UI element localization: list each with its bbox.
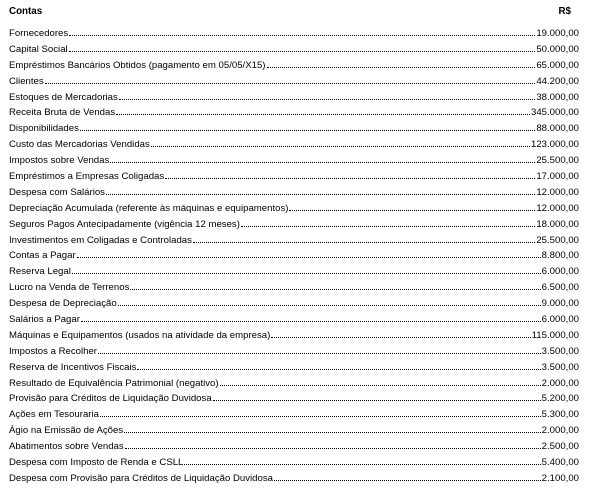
table-row	[9, 294, 579, 310]
account-value: 6.500,00	[541, 282, 579, 294]
account-name: Contas a Pagar	[9, 250, 76, 262]
table-row	[9, 453, 579, 469]
account-value: 5.400,00	[541, 457, 579, 469]
account-value: 25.500,00	[536, 234, 579, 246]
account-name: Reserva de Incentivos Fiscais	[9, 361, 137, 373]
table-row	[9, 374, 579, 390]
dot-leader	[271, 326, 530, 338]
table-row	[9, 24, 579, 40]
dot-leader	[165, 167, 535, 179]
account-name: Despesa com Imposto de Renda e CSLL	[9, 457, 184, 469]
table-row	[9, 119, 579, 135]
account-name: Despesa de Depreciação	[9, 298, 117, 310]
table-row	[9, 405, 579, 421]
account-value: 25.500,00	[536, 155, 579, 167]
account-name: Empréstimos a Empresas Coligadas	[9, 171, 165, 183]
account-name: Impostos sobre Vendas	[9, 155, 110, 167]
table-row	[9, 72, 579, 88]
account-name: Investimentos em Coligadas e Controladas	[9, 234, 192, 246]
account-list	[9, 24, 579, 485]
dot-leader	[80, 119, 535, 131]
table-row	[9, 199, 579, 215]
dot-leader	[124, 421, 541, 433]
account-value: 2.100,00	[541, 472, 579, 484]
account-name: Seguros Pagos Antecipadamente (vigência 12 meses)	[9, 218, 240, 230]
account-value: 38.000,00	[536, 91, 579, 103]
table-row	[9, 278, 579, 294]
account-name: Resultado de Equivalência Patrimonial (negativo)	[9, 377, 219, 389]
dot-leader	[130, 278, 540, 290]
dot-leader	[289, 199, 535, 211]
table-header	[9, 5, 579, 19]
dot-leader	[116, 103, 530, 115]
account-value: 5.200,00	[541, 393, 579, 405]
account-value: 18.000,00	[536, 218, 579, 230]
account-name: Reserva Legal	[9, 266, 71, 278]
account-name: Salários a Pagar	[9, 314, 80, 326]
dot-leader	[45, 72, 536, 84]
account-value: 44.200,00	[536, 75, 579, 87]
table-row	[9, 151, 579, 167]
account-value: 50.000,00	[536, 43, 579, 55]
account-name: Empréstimos Bancários Obtidos (pagamento em 05/05/X15)	[9, 59, 266, 71]
dot-leader	[77, 246, 541, 258]
account-name: Fornecedores	[9, 28, 69, 39]
account-name: Ações em Tesouraria	[9, 409, 99, 421]
table-row	[9, 40, 579, 56]
table-row	[9, 389, 579, 405]
table-row	[9, 326, 579, 342]
account-value: 19.000,00	[536, 28, 579, 39]
account-name: Abatimentos sobre Vendas	[9, 441, 124, 453]
account-value: 8.800,00	[541, 250, 579, 262]
account-name: Despesa com Provisão para Créditos de Liquidação Duvidosa	[9, 472, 273, 484]
dot-leader	[81, 310, 541, 322]
account-value: 2.500,00	[541, 441, 579, 453]
table-row	[9, 215, 579, 231]
account-value: 5.300,00	[541, 409, 579, 421]
table-row	[9, 342, 579, 358]
account-name: Lucro na Venda de Terrenos	[9, 282, 130, 294]
dot-leader	[267, 56, 536, 68]
dot-leader	[118, 294, 541, 306]
header-accounts: Contas	[9, 6, 43, 17]
dot-leader	[213, 389, 541, 401]
account-name: Custo das Mercadorias Vendidas	[9, 139, 150, 151]
account-name: Ágio na Emissão de Ações	[9, 425, 124, 437]
account-value: 2.000,00	[541, 377, 579, 389]
dot-leader	[69, 40, 536, 52]
table-row	[9, 231, 579, 247]
table-row	[9, 167, 579, 183]
account-name: Despesa com Salários	[9, 186, 105, 198]
dot-leader	[125, 437, 541, 449]
dot-leader	[72, 262, 541, 274]
dot-leader	[69, 24, 535, 36]
dot-leader	[106, 183, 535, 195]
table-row	[9, 246, 579, 262]
account-name: Estoques de Mercadorias	[9, 91, 118, 103]
table-row	[9, 469, 579, 485]
account-value: 17.000,00	[536, 171, 579, 183]
table-row	[9, 103, 579, 119]
account-name: Provisão para Créditos de Liquidação Duvidosa	[9, 393, 212, 405]
account-value: 3.500,00	[541, 345, 579, 357]
dot-leader	[119, 88, 536, 100]
dot-leader	[137, 358, 540, 370]
table-row	[9, 358, 579, 374]
account-name: Impostos a Recolher	[9, 345, 97, 357]
dot-leader	[184, 453, 540, 465]
account-name: Disponibilidades	[9, 123, 79, 135]
account-value: 6.000,00	[541, 266, 579, 278]
account-value: 88.000,00	[536, 123, 579, 135]
table-row	[9, 183, 579, 199]
table-row	[9, 421, 579, 437]
dot-leader	[241, 215, 535, 227]
table-row	[9, 88, 579, 104]
account-value: 12.000,00	[536, 186, 579, 198]
account-name: Capital Social	[9, 43, 68, 55]
dot-leader	[193, 231, 535, 243]
dot-leader	[98, 342, 541, 354]
table-row	[9, 310, 579, 326]
dot-leader	[220, 374, 541, 386]
account-value: 3.500,00	[541, 361, 579, 373]
table-row	[9, 437, 579, 453]
account-value: 2.000,00	[541, 425, 579, 437]
account-name: Receita Bruta de Vendas	[9, 107, 116, 119]
account-name: Máquinas e Equipamentos (usados na atividade da empresa)	[9, 329, 271, 341]
account-value: 6.000,00	[541, 314, 579, 326]
account-value: 65.000,00	[536, 59, 579, 71]
table-row	[9, 135, 579, 151]
account-value: 345.000,00	[530, 107, 579, 119]
dot-leader	[151, 135, 530, 147]
table-row	[9, 56, 579, 72]
account-name: Clientes	[9, 75, 44, 87]
account-value: 12.000,00	[536, 202, 579, 214]
account-name: Depreciação Acumulada (referente às máquinas e equipamentos)	[9, 202, 289, 214]
account-value: 115.000,00	[531, 329, 579, 341]
dot-leader	[274, 469, 541, 481]
table-row	[9, 262, 579, 278]
dot-leader	[100, 405, 541, 417]
dot-leader	[110, 151, 535, 163]
account-value: 123.000,00	[530, 139, 579, 151]
header-value: R$	[558, 6, 571, 17]
account-value: 9.000,00	[541, 298, 579, 310]
